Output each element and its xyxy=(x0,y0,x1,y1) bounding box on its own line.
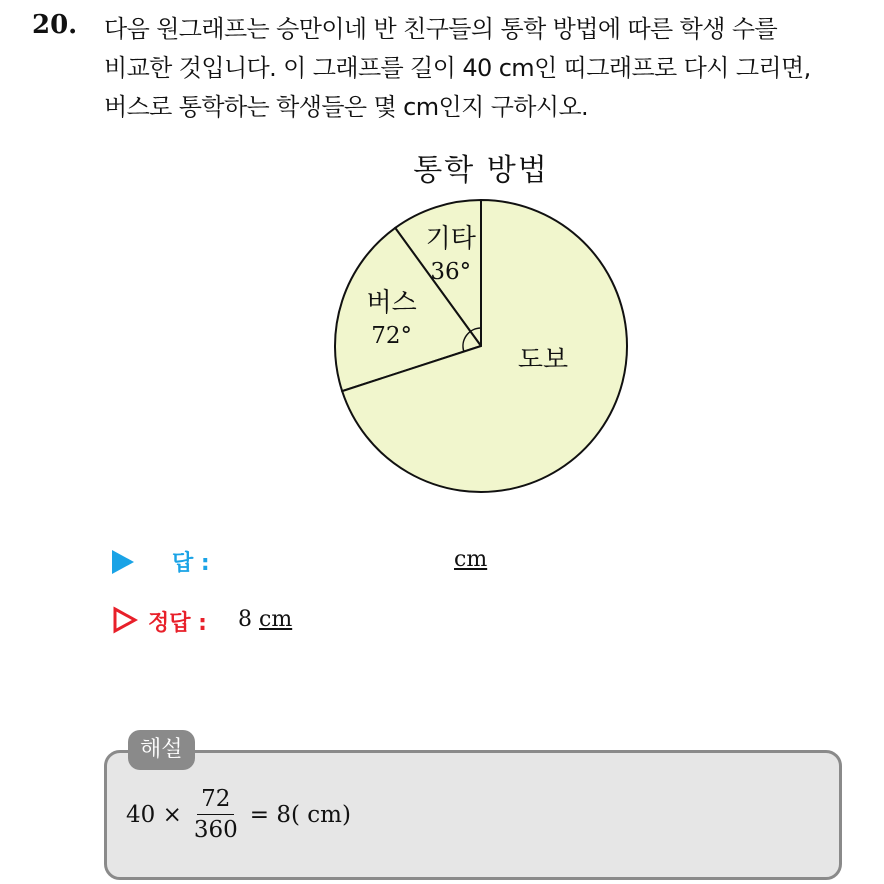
question-line-3: 버스로 통학하는 학생들은 몇 cm인지 구하시오. xyxy=(104,93,589,121)
play-triangle-icon xyxy=(112,550,134,574)
answer-label: 답 : xyxy=(172,551,210,576)
slice-label-3: 도보 xyxy=(517,345,569,375)
question-text xyxy=(104,10,874,127)
correct-unit: cm xyxy=(259,607,293,632)
pie-chart xyxy=(300,140,640,500)
correct-number: 8 xyxy=(238,607,252,632)
chart-title: 통학 방법 xyxy=(413,153,549,188)
formula-rhs: = 8( cm) xyxy=(249,801,351,828)
explanation-formula xyxy=(126,786,351,843)
question-number: 20. xyxy=(32,10,78,40)
correct-answer-row xyxy=(112,606,412,636)
answer-unit: cm xyxy=(454,547,488,572)
correct-answer-label: 정답 : xyxy=(148,611,207,636)
explanation-tab: 해설 xyxy=(128,730,195,770)
slice-label-1: 기타 xyxy=(425,223,476,254)
question-line-2: 비교한 것입니다. 이 그래프를 길이 40 cm인 띠그래프로 다시 그리면, xyxy=(104,54,811,82)
answer-row xyxy=(112,546,532,576)
slice-label-2: 버스 xyxy=(366,287,417,318)
formula-denominator: 360 xyxy=(193,817,238,843)
slice-value-2: 72° xyxy=(371,322,412,349)
outline-triangle-icon xyxy=(112,606,138,634)
formula-lhs: 40 × xyxy=(126,801,182,828)
slice-value-1: 36° xyxy=(430,258,472,285)
formula-fraction xyxy=(190,786,242,843)
formula-numerator: 72 xyxy=(197,786,234,815)
question-line-1: 다음 원그래프는 승만이네 반 친구들의 통학 방법에 따른 학생 수를 xyxy=(104,15,778,43)
correct-answer-value xyxy=(238,607,292,632)
